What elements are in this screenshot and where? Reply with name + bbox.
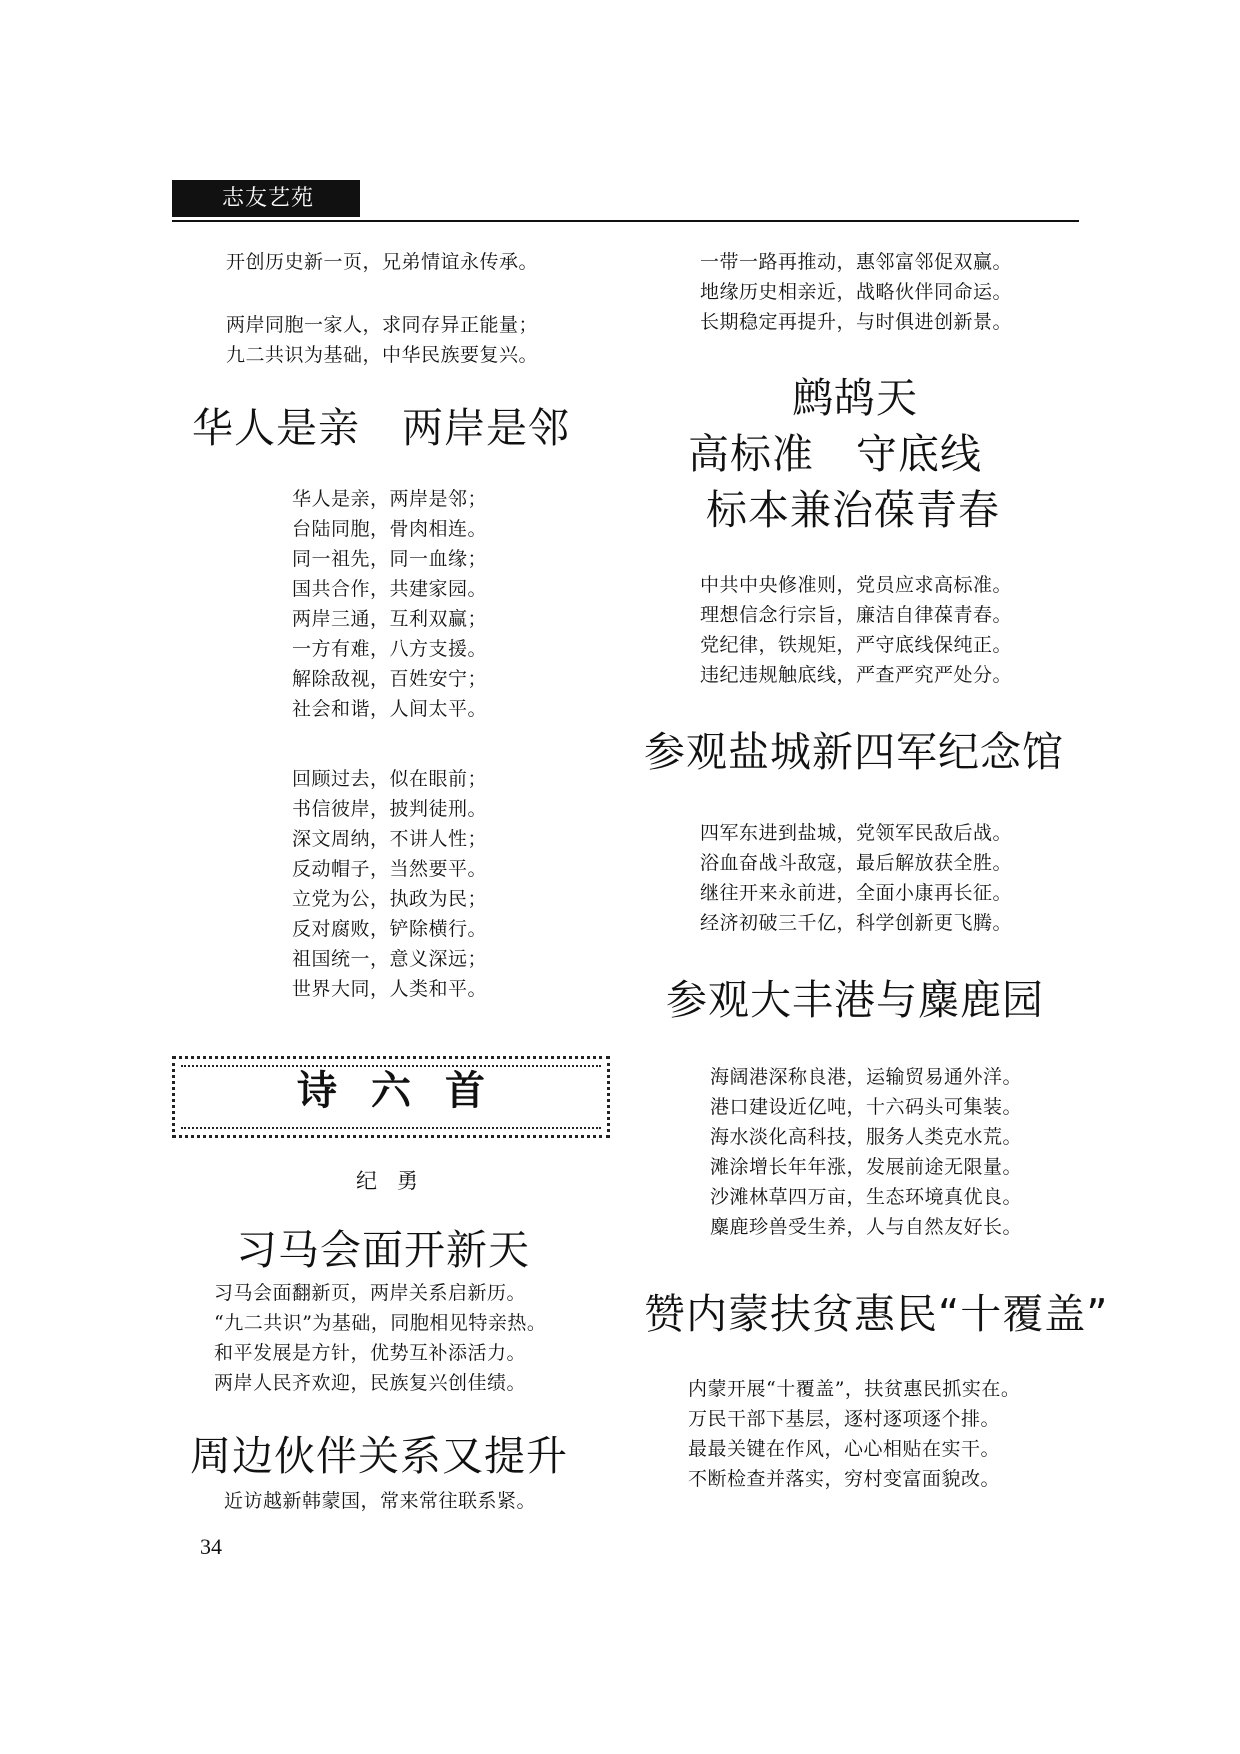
poem-line: 社会和谐，人间太平。 xyxy=(292,698,488,720)
poems-heading-box xyxy=(172,1056,610,1138)
poem-line: 深文周纳，不讲人性； xyxy=(292,828,488,850)
poem-line: 祖国统一，意义深远； xyxy=(292,948,488,970)
continuation-lines xyxy=(700,247,1012,337)
poem7-title: 赞内蒙扶贫惠民“十覆盖” xyxy=(644,1290,1109,1338)
intro-a xyxy=(226,247,538,277)
poem-line: 近访越新韩蒙国，常来常往联系紧。 xyxy=(224,1490,537,1512)
poem-line: 违纪违规触底线，严查严究严处分。 xyxy=(700,664,1013,686)
poem-line: 经济初破三千亿，科学创新更飞腾。 xyxy=(700,912,1013,934)
poem6-lines xyxy=(710,1062,1022,1242)
poem-line: 海水淡化高科技，服务人类克水荒。 xyxy=(710,1126,1023,1148)
poem-line: 中共中央修准则，党员应求高标准。 xyxy=(700,574,1013,596)
poem7-lines xyxy=(688,1374,1020,1494)
poem-line: “九二共识”为基础，同胞相见特亲热。 xyxy=(214,1312,547,1334)
poem-line: 九二共识为基础，中华民族要复兴。 xyxy=(226,344,539,366)
poem-line: 继往开来永前进，全面小康再长征。 xyxy=(700,882,1013,904)
poem-line: 解除敌视，百姓安宁； xyxy=(292,668,488,690)
poem-line: 麋鹿珍兽受生养，人与自然友好长。 xyxy=(710,1216,1023,1238)
poem3-title: 周边伙伴关系又提升 xyxy=(190,1432,568,1480)
poem6-title: 参观大丰港与麋鹿园 xyxy=(666,976,1044,1024)
poem-line: 最最关键在作风，心心相贴在实干。 xyxy=(688,1438,1001,1460)
poem-line: 反动帽子，当然要平。 xyxy=(292,858,488,880)
poem-line: 长期稳定再提升，与时俱进创新景。 xyxy=(700,311,1013,333)
poem-line: 习马会面翻新页，两岸关系启新历。 xyxy=(214,1282,527,1304)
poem-line: 沙滩林草四万亩，生态环境真优良。 xyxy=(710,1186,1023,1208)
poem4-title-3: 标本兼治葆青春 xyxy=(706,486,1000,534)
poem-line: 四军东进到盐城，党领军民敌后战。 xyxy=(700,822,1013,844)
intro-b xyxy=(226,310,538,370)
poem1-title: 华人是亲 两岸是邻 xyxy=(192,404,570,452)
poem-line: 不断检查并落实，穷村变富面貌改。 xyxy=(688,1468,1001,1490)
poem5-lines xyxy=(700,818,1012,938)
poem-line: 两岸三通，互利双赢； xyxy=(292,608,488,630)
poem5-title: 参观盐城新四军纪念馆 xyxy=(644,728,1064,776)
poem-line: 立党为公，执政为民； xyxy=(292,888,488,910)
section-tag: 志友艺苑 xyxy=(172,180,360,217)
poem-line: 浴血奋战斗敌寇，最后解放获全胜。 xyxy=(700,852,1013,874)
poem-line: 同一祖先，同一血缘； xyxy=(292,548,488,570)
poem-line: 内蒙开展“十覆盖”，扶贫惠民抓实在。 xyxy=(688,1378,1021,1400)
poems-heading: 诗六首 xyxy=(297,1067,519,1114)
poem-line: 一方有难，八方支援。 xyxy=(292,638,488,660)
poem-line: 华人是亲，两岸是邻； xyxy=(292,488,488,510)
poem-line: 一带一路再推动，惠邻富邻促双赢。 xyxy=(700,251,1013,273)
header-rule xyxy=(172,220,1079,222)
poem2-title: 习马会面开新天 xyxy=(236,1226,530,1274)
poem-line: 反对腐败，铲除横行。 xyxy=(292,918,488,940)
poem1-stanza2 xyxy=(292,764,487,1004)
poem4-title-2: 高标准 守底线 xyxy=(688,430,982,478)
poem4-lines xyxy=(700,570,1012,690)
poem4-title-1: 鹧鸪天 xyxy=(792,374,918,422)
page-number: 34 xyxy=(200,1534,222,1559)
author: 纪勇 xyxy=(356,1169,438,1193)
poem-line: 书信彼岸，披判徒刑。 xyxy=(292,798,488,820)
poem-line: 海阔港深称良港，运输贸易通外洋。 xyxy=(710,1066,1023,1088)
poem-line: 地缘历史相亲近，战略伙伴同命运。 xyxy=(700,281,1013,303)
poem-line: 开创历史新一页，兄弟情谊永传承。 xyxy=(226,251,539,273)
poem-line: 万民干部下基层，逐村逐项逐个排。 xyxy=(688,1408,1001,1430)
poem2-lines xyxy=(214,1278,546,1398)
poem-line: 台陆同胞，骨肉相连。 xyxy=(292,518,488,540)
poem-line: 滩涂增长年年涨，发展前途无限量。 xyxy=(710,1156,1023,1178)
poem-line: 党纪律，铁规矩，严守底线保纯正。 xyxy=(700,634,1013,656)
poem-line: 理想信念行宗旨，廉洁自律葆青春。 xyxy=(700,604,1013,626)
poem-line: 国共合作，共建家园。 xyxy=(292,578,488,600)
poem-line: 港口建设近亿吨，十六码头可集装。 xyxy=(710,1096,1023,1118)
poem-line: 世界大同，人类和平。 xyxy=(292,978,488,1000)
poem-line: 和平发展是方针，优势互补添活力。 xyxy=(214,1342,527,1364)
poem-line: 回顾过去，似在眼前； xyxy=(292,768,488,790)
poem1-stanza1 xyxy=(292,484,487,724)
poem-line: 两岸人民齐欢迎，民族复兴创佳绩。 xyxy=(214,1372,527,1394)
poem-line: 两岸同胞一家人，求同存异正能量； xyxy=(226,314,539,336)
poem3-lines xyxy=(224,1486,536,1516)
